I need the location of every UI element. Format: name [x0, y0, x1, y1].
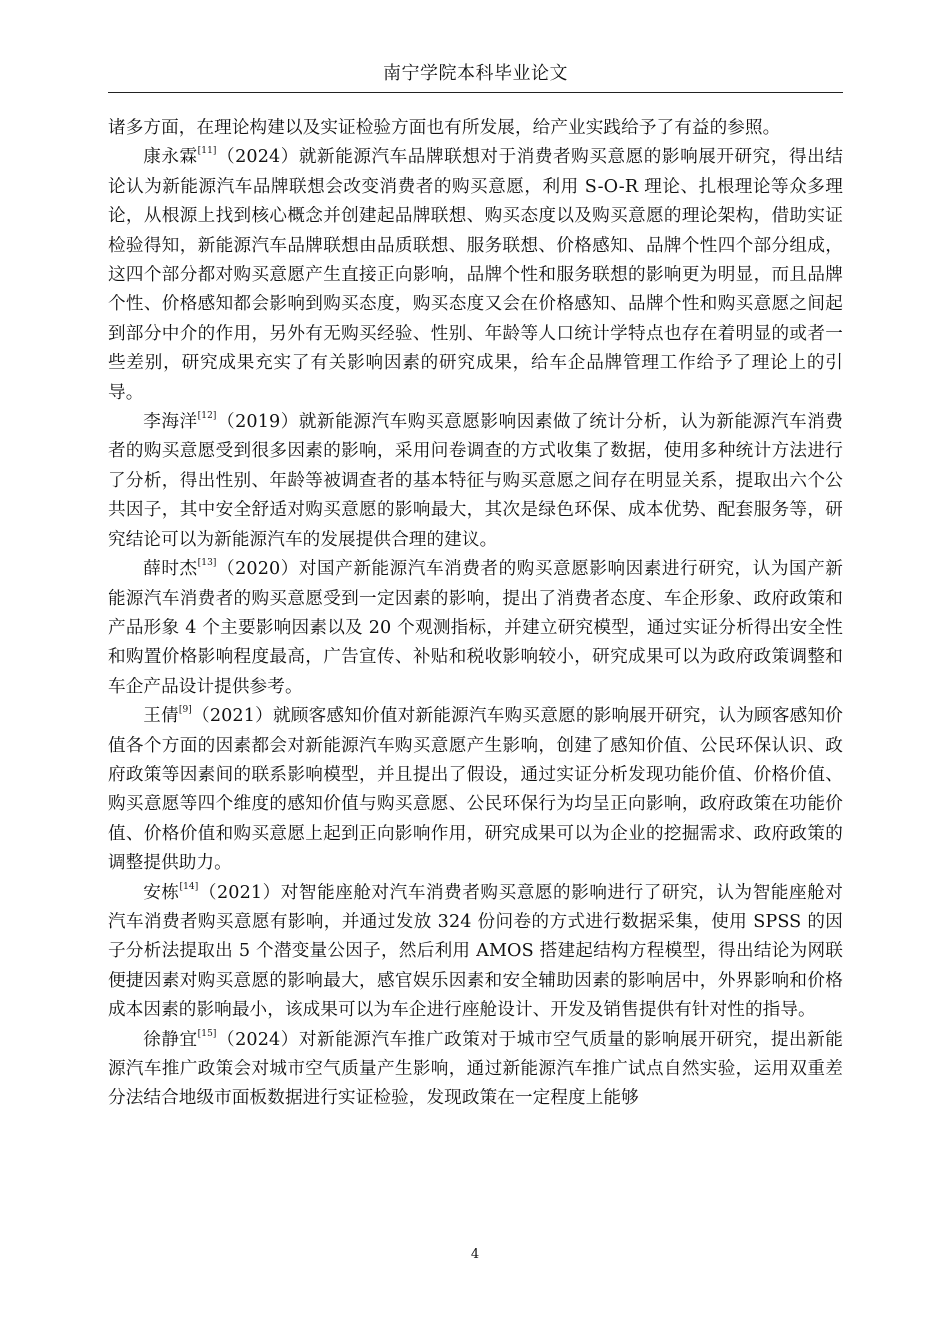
paragraph-text: （2021）就顾客感知价值对新能源汽车购买意愿的影响展开研究，认为顾客感知价值各个方面的因素都会对新能源汽车购买意愿产生影响，创建了感知价值、公民环保认识、政府政策等因素间的联系影响模型，并且提出了假设，通过实证分析发现功能价值、价格价值、购买意愿等四个维度的感知价值与购买意愿、公民环保行为均呈正向影响，政府政策在功能价值、价格价值和购买意愿上起到正向影响作用，研究成果可以为企业的挖掘需求、政府政策的调整提供助力。: [108, 706, 844, 874]
cited-author: 李海洋: [143, 412, 198, 433]
paragraph-xue-shijie: [108, 555, 843, 702]
paragraph-continuation: [108, 114, 843, 143]
citation-ref: [9]: [178, 705, 192, 716]
citation-ref: [12]: [197, 411, 217, 422]
paragraph-text: （2021）对智能座舱对汽车消费者购买意愿的影响进行了研究，认为智能座舱对汽车消费者购买意愿有影响，并通过发放 324 份问卷的方式进行数据采集，使用 SPSS 的因子分析法提取出 5 个潜变量公因子，然后利用 AMOS 搭建起结构方程模型，得出结论为网联便捷因素对购买意愿的影响最大，感官娱乐因素和安全辅助因素的影响居中，外界影响和价格成本因素的影响最小，该成果可以为车企进行座舱设计、开发及销售提供有针对性的指导。: [108, 882, 844, 1021]
paragraph-text: （2020）对国产新能源汽车消费者的购买意愿影响因素进行研究，认为国产新能源汽车消费者的购买意愿受到一定因素的影响，提出了消费者态度、车企形象、政府政策和产品形象 4 个主要影响因素以及 20 个观测指标，并建立研究模型，通过实证分析得出安全性和购置价格影响程度最高，广告宣传、补贴和税收影响较小，研究成果可以为政府政策调整和车企产品设计提供参考。: [108, 559, 843, 697]
citation-ref: [11]: [197, 146, 217, 157]
citation-ref: [14]: [179, 881, 199, 892]
cited-author: 康永霖: [143, 147, 198, 168]
paragraph-kang-yonglin: [108, 143, 843, 408]
paragraph-text: （2024）对新能源汽车推广政策对于城市空气质量的影响展开研究，提出新能源汽车推广政策会对城市空气质量产生影响，通过新能源汽车推广试点自然实验，运用双重差分法结合地级市面板数据进行实证检验，发现政策在一定程度上能够: [108, 1029, 843, 1109]
running-header: 南宁学院本科毕业论文: [383, 63, 568, 84]
paragraph-text: 诸多方面，在理论构建以及实证检验方面也有所发展，给产业实践给予了有益的参照。: [108, 118, 781, 138]
paragraph-an-dong: [108, 879, 843, 1026]
paragraph-li-haiyang: [108, 408, 843, 555]
paragraph-wang-qian: [108, 702, 843, 878]
cited-author: 薛时杰: [143, 559, 198, 580]
body-text: [108, 114, 843, 1114]
cited-author: 安栋: [143, 882, 180, 903]
page-number: 4: [470, 1247, 480, 1262]
paragraph-text: （2019）就新能源汽车购买意愿影响因素做了统计分析，认为新能源汽车消费者的购买意愿受到很多因素的影响，采用问卷调查的方式收集了数据，使用多种统计方法进行了分析，得出性别、年龄等被调查者的基本特征与购买意愿之间存在明显关系，提取出六个公共因子，其中安全舒适对购买意愿的影响最大，其次是绿色环保、成本优势、配套服务等，研究结论可以为新能源汽车的发展提供合理的建议。: [108, 412, 843, 550]
paragraph-xu-jingyi: [108, 1026, 843, 1114]
citation-ref: [13]: [197, 558, 217, 569]
paragraph-text: （2024）就新能源汽车品牌联想对于消费者购买意愿的影响展开研究，得出结论认为新能源汽车品牌联想会改变消费者的购买意愿，利用 S-O-R 理论、扎根理论等众多理论，从根源上找到核心概念并创建起品牌联想、购买态度以及购买意愿的理论架构，借助实证检验得知，新能源汽车品牌联想由品质联想、服务联想、价格感知、品牌个性四个部分组成，这四个部分都对购买意愿产生直接正向影响，品牌个性和服务联想的影响更为明显，而且品牌个性、价格感知都会影响到购买态度，购买态度又会在价格感知、品牌个性和购买意愿之间起到部分中介的作用，另外有无购买经验、性别、年龄等人口统计学特点也存在着明显的或者一些差别，研究成果充实了有关影响因素的研究成果，给车企品牌管理工作给予了理论上的引导。: [108, 147, 843, 403]
header-rule: [108, 92, 843, 93]
citation-ref: [15]: [197, 1028, 217, 1039]
cited-author: 王倩: [143, 706, 179, 727]
cited-author: 徐静宜: [143, 1029, 198, 1050]
